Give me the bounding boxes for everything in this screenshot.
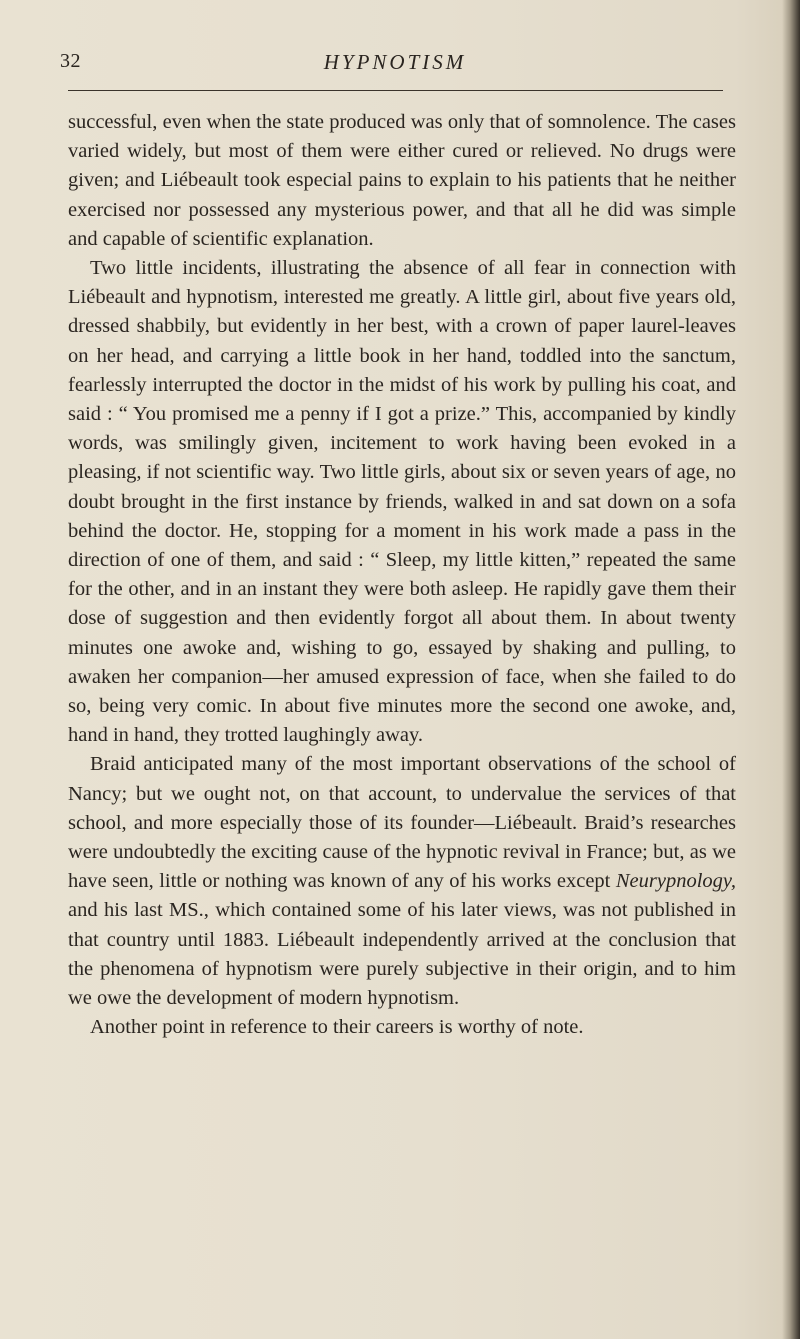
page-binding-shadow [782, 0, 800, 1339]
page-number: 32 [60, 50, 81, 72]
running-head: HYPNOTISM [323, 50, 467, 74]
paragraph [68, 750, 736, 1013]
header-rule [68, 90, 723, 91]
paragraph: successful, even when the state produced was only that of somnolence. The cases varied widely, but most of them were either cured or relieved. No drugs were given; and Liébeault took especial pains to explain to his patients that he neither exercised nor possessed any mysterious power, and that all he did was simple and capable of scientific explanation. [68, 111, 736, 250]
body-text [68, 108, 736, 1043]
book-title: Neurypnology, [615, 870, 736, 893]
paragraph-text: Braid anticipated many of the most important observations of the school of Nancy; but we ought not, on that account, to undervalue the services of that school, and more especially those of its founder—Liébeault. Braid’s researches were undoubtedly the exciting cause of the hypnotic revival in France; but, as we have seen, little or nothing was known of any of his works except [68, 753, 736, 893]
paragraph: Two little incidents, illustrating the absence of all fear in connection with Liébeault and hypnotism, interested me greatly. A little girl, about five years old, dressed shabbily, but evidently in her best, with a crown of paper laurel-leaves on her head, and carrying a little book in her hand, toddled into the sanctum, fearlessly interrupted the doctor in the midst of his work by pulling his coat, and said : “ You promised me a penny if I got a prize.” This, accompanied by kindly words, was smilingly given, incitement to work having been evoked in a pleasing, if not scientific way. Two little girls, about six or seven years of age, no doubt brought in the first instance by friends, walked in and sat down on a sofa behind the doctor. He, stopping for a moment in his work made a pass in the direction of one of them, and said : “ Sleep, my little kitten,” repeated the same for the other, and in an instant they were both asleep. He rapidly gave them their dose of suggestion and then evidently forgot all about them. In about twenty minutes one awoke and, wishing to go, essayed by shaking and pulling, to awaken her companion—her amused expression of face, when she failed to do so, being very comic. In about five minutes more the second one awoke, and, hand in hand, they trotted laughingly away. [68, 257, 736, 747]
paragraph: Another point in reference to their careers is worthy of note. [90, 1016, 584, 1039]
paragraph-text: and his last MS., which contained some of his later views, was not published in that country until 1883. Liébeault independently arrived at the conclusion that the phenomena of hypnotism were purely subjective in their origin, and to him we owe the development of modern hypnotism. [68, 899, 736, 1010]
page-header [60, 50, 730, 90]
